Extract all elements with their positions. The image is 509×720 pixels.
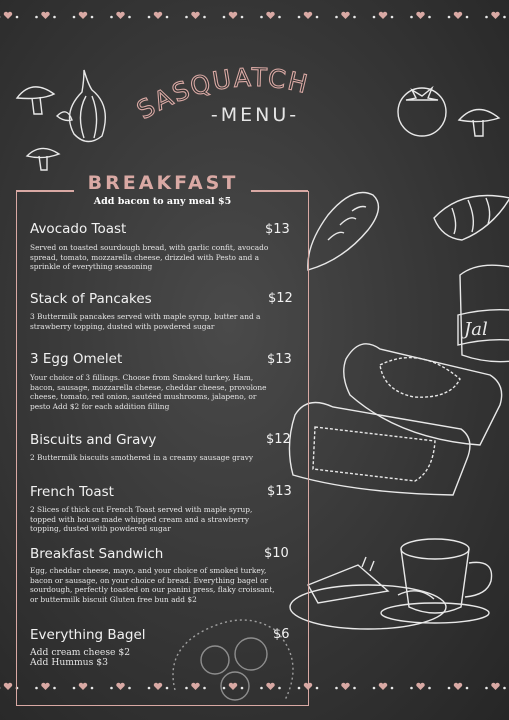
item-name-everything-bagel: Everything Bagel bbox=[30, 627, 146, 643]
onion-icon bbox=[62, 66, 122, 146]
item-name-omelet: 3 Egg Omelet bbox=[30, 351, 123, 367]
heart-flourish-icon bbox=[448, 12, 469, 19]
item-price-everything-bagel: $6 bbox=[273, 627, 290, 642]
item-price-breakfast-sandwich: $10 bbox=[264, 546, 289, 561]
item-desc-pancakes: 3 Buttermilk pancakes served with maple syrup, butter and a strawberry topping, dusted with powdered sugar bbox=[30, 312, 261, 331]
heart-flourish-icon bbox=[373, 683, 394, 690]
heart-flourish-icon bbox=[410, 683, 431, 690]
heart-flourish-icon bbox=[335, 12, 356, 19]
heart-flourish-icon bbox=[298, 12, 319, 19]
heart-flourish-icon bbox=[260, 12, 281, 19]
item-desc-french-toast: 2 Slices of thick cut French Toast served with maple syrup, topped with house made whipped cream and a strawberry topping, dusted with powdered sugar bbox=[30, 505, 253, 534]
heart-flourish-icon bbox=[35, 12, 56, 19]
heart-flourish-icon bbox=[373, 12, 394, 19]
sandwich-icon bbox=[288, 555, 458, 635]
item-desc-everything-bagel: Add cream cheese $2 Add Hummus $3 bbox=[30, 647, 131, 668]
mushroom-icon bbox=[25, 140, 65, 180]
section-title: BREAKFAST bbox=[87, 172, 239, 194]
section-note: Add bacon to any meal $5 bbox=[93, 196, 232, 207]
item-desc-biscuits: 2 Buttermilk biscuits smothered in a creamy sausage gravy bbox=[30, 453, 254, 462]
item-desc-breakfast-sandwich: Egg, cheddar cheese, mayo, and your choice of smoked turkey, bacon or sausage, on your choice of bread. Everything bagel or sourdough, perfectly toasted on our panini press, flaky croissant, or buttermilk biscuit Gluten free bun add $2 bbox=[30, 566, 275, 604]
tomato-icon bbox=[392, 80, 452, 140]
item-name-biscuits: Biscuits and Gravy bbox=[30, 432, 157, 448]
bread-icon bbox=[298, 185, 388, 275]
toast-icon bbox=[285, 395, 475, 505]
heart-flourish-icon bbox=[73, 12, 94, 19]
item-price-omelet: $13 bbox=[267, 352, 292, 367]
item-desc-avocado-toast: Served on toasted sourdough bread, with garlic confit, avocado spread, tomato, mozzarella cheese, drizzled with Pesto and a sprinkle of everything seasoning bbox=[30, 243, 269, 272]
item-name-french-toast: French Toast bbox=[30, 484, 114, 500]
croissant-icon bbox=[432, 188, 509, 248]
frame-top-left bbox=[16, 190, 74, 192]
heart-flourish-icon bbox=[485, 12, 506, 19]
heart-flourish-icon bbox=[410, 12, 431, 19]
item-price-french-toast: $13 bbox=[267, 484, 292, 499]
heart-flourish-icon bbox=[185, 12, 206, 19]
heart-flourish-icon bbox=[485, 683, 506, 690]
heart-flourish-icon bbox=[0, 12, 18, 19]
mushroom-icon bbox=[455, 100, 505, 150]
heart-flourish-icon bbox=[148, 12, 169, 19]
item-desc-omelet: Your choice of 3 fillings. Choose from Smoked turkey, Ham, bacon, sausage, mozzarella cheese, cheddar cheese, provolone cheese, tomato, red onion, sautéed mushrooms, jalapeno, or pesto Add $2 for each addition filling bbox=[30, 373, 267, 411]
item-price-avocado-toast: $13 bbox=[265, 222, 290, 237]
item-name-breakfast-sandwich: Breakfast Sandwich bbox=[30, 546, 164, 562]
top-flourish-row bbox=[0, 10, 509, 24]
svg-text:Jal: Jal bbox=[464, 319, 488, 340]
menu-subtitle: -MENU- bbox=[210, 104, 300, 126]
svg-text:SASQUATCH: SASQUATCH bbox=[131, 62, 312, 125]
heart-flourish-icon bbox=[110, 12, 131, 19]
heart-flourish-icon bbox=[223, 12, 244, 19]
frame-top-right bbox=[251, 190, 308, 192]
heart-flourish-icon bbox=[335, 683, 356, 690]
item-price-pancakes: $12 bbox=[268, 291, 293, 306]
item-name-pancakes: Stack of Pancakes bbox=[30, 291, 152, 307]
item-name-avocado-toast: Avocado Toast bbox=[30, 221, 127, 237]
heart-flourish-icon bbox=[448, 683, 469, 690]
item-price-biscuits: $12 bbox=[266, 432, 291, 447]
